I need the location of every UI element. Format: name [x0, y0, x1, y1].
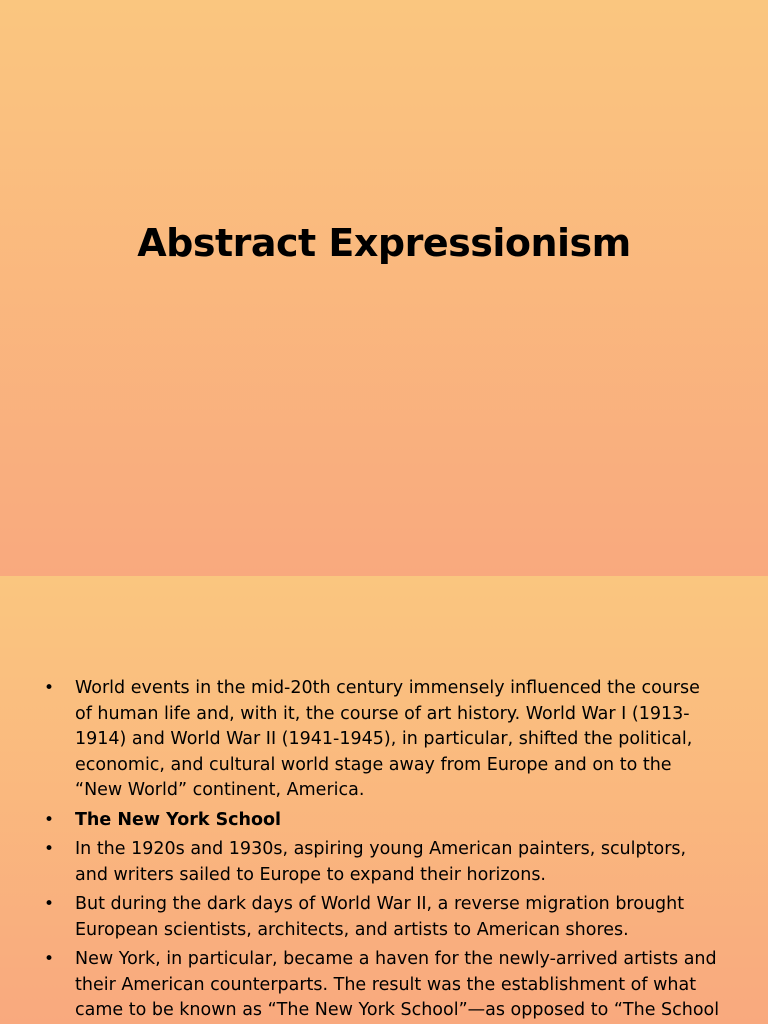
bullet-item [40, 808, 720, 834]
bullet-dot-icon: • [44, 894, 55, 914]
content-slide [0, 576, 768, 1024]
bullet-text: World events in the mid-20th century immensely influenced the course of human life and, with it, the course of art history. World War I (1913-1914) and World War II (1941-1945), in particular, shifted the political, economic, and cultural world stage away from Europe and on to the “New World” continent, America. [75, 678, 700, 800]
bullet-dot-icon: • [44, 809, 55, 830]
slide-title: Abstract Expressionism [137, 221, 631, 265]
bullet-item [40, 892, 720, 943]
bullet-item [40, 837, 720, 888]
bullet-item [40, 947, 720, 1024]
bullet-heading: The New York School [75, 809, 282, 830]
bullet-list [40, 676, 720, 1024]
bullet-text: New York, in particular, became a haven for the newly-arrived artists and their American counterparts. The result was the establishment of what came to be known as “The New York School”—as opposed to “The School [75, 949, 720, 1020]
bullet-dot-icon: • [44, 678, 55, 698]
bullet-text: But during the dark days of World War II, a reverse migration brought European scientists, architects, and artists to American shores. [75, 894, 685, 940]
bullet-dot-icon: • [44, 949, 55, 969]
bullet-dot-icon: • [44, 839, 55, 859]
bullet-text: In the 1920s and 1930s, aspiring young American painters, sculptors, and writers sailed to Europe to expand their horizons. [75, 839, 687, 885]
bullet-item [40, 676, 720, 804]
